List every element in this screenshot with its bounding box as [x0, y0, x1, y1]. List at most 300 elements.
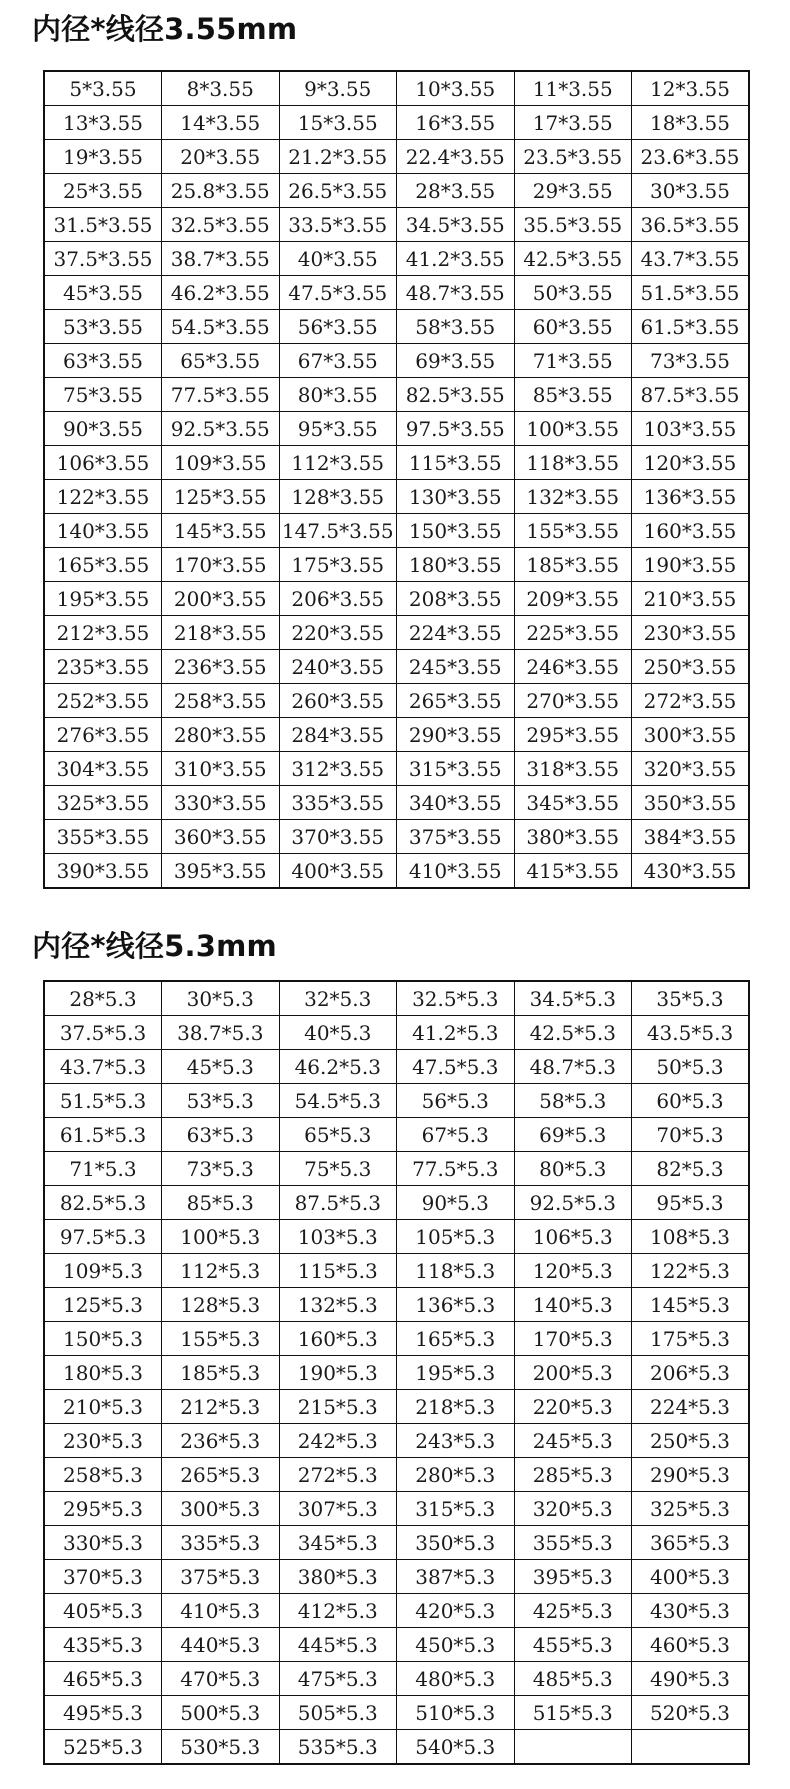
- table-row: [44, 242, 749, 276]
- table-cell: 355*3.55: [44, 820, 162, 854]
- table-cell: 85*5.3: [162, 1186, 280, 1220]
- table-cell: 243*5.3: [397, 1424, 515, 1458]
- table-cell: 220*5.3: [514, 1390, 632, 1424]
- table-cell: 295*5.3: [44, 1492, 162, 1526]
- table-cell: 170*5.3: [514, 1322, 632, 1356]
- table-cell: 480*5.3: [397, 1662, 515, 1696]
- table-cell: 520*5.3: [632, 1696, 750, 1730]
- table-cell: 235*3.55: [44, 650, 162, 684]
- table-cell: 485*5.3: [514, 1662, 632, 1696]
- table-cell: 410*3.55: [397, 854, 515, 889]
- table-cell: 370*5.3: [44, 1560, 162, 1594]
- table-cell: 80*3.55: [279, 378, 397, 412]
- table-cell: 58*3.55: [397, 310, 515, 344]
- table-cell: 175*3.55: [279, 548, 397, 582]
- table-cell: 350*3.55: [632, 786, 750, 820]
- table-cell: 240*3.55: [279, 650, 397, 684]
- table-cell: 230*3.55: [632, 616, 750, 650]
- table-cell: 395*5.3: [514, 1560, 632, 1594]
- table-cell: 320*5.3: [514, 1492, 632, 1526]
- table-cell: 147.5*3.55: [279, 514, 397, 548]
- table-cell: 330*5.3: [44, 1526, 162, 1560]
- table-row: [44, 1560, 749, 1594]
- table-row: [44, 1424, 749, 1458]
- table-cell: 218*5.3: [397, 1390, 515, 1424]
- table-cell: 35.5*3.55: [514, 208, 632, 242]
- table-cell: 43.7*5.3: [44, 1050, 162, 1084]
- table-cell: 32.5*5.3: [397, 981, 515, 1016]
- table-cell: 34.5*3.55: [397, 208, 515, 242]
- table-row: [44, 1730, 749, 1765]
- table-row: [44, 1526, 749, 1560]
- table-cell: 90*5.3: [397, 1186, 515, 1220]
- table-cell: 180*5.3: [44, 1356, 162, 1390]
- table-row: [44, 981, 749, 1016]
- table-cell: 122*5.3: [632, 1254, 750, 1288]
- table-cell: 60*5.3: [632, 1084, 750, 1118]
- table-cell: 23.6*3.55: [632, 140, 750, 174]
- table-cell: 69*5.3: [514, 1118, 632, 1152]
- table-cell: 445*5.3: [279, 1628, 397, 1662]
- table-cell: 38.7*5.3: [162, 1016, 280, 1050]
- table-cell: 265*5.3: [162, 1458, 280, 1492]
- table-cell: 185*5.3: [162, 1356, 280, 1390]
- table-cell: 70*5.3: [632, 1118, 750, 1152]
- table-cell: 26.5*3.55: [279, 174, 397, 208]
- table-cell: 300*3.55: [632, 718, 750, 752]
- table-cell: 15*3.55: [279, 106, 397, 140]
- table-cell: 5*3.55: [44, 71, 162, 106]
- table-cell: 106*3.55: [44, 446, 162, 480]
- table-cell: 122*3.55: [44, 480, 162, 514]
- table-cell: 28*3.55: [397, 174, 515, 208]
- table-cell: 40*3.55: [279, 242, 397, 276]
- size-table-body: [44, 71, 749, 888]
- table-row: [44, 820, 749, 854]
- table-cell: 470*5.3: [162, 1662, 280, 1696]
- table-cell: [514, 1730, 632, 1765]
- table-cell: 252*3.55: [44, 684, 162, 718]
- table-cell: 410*5.3: [162, 1594, 280, 1628]
- table-cell: 46.2*3.55: [162, 276, 280, 310]
- table-row: [44, 1220, 749, 1254]
- table-cell: 370*3.55: [279, 820, 397, 854]
- table-cell: 375*5.3: [162, 1560, 280, 1594]
- table-cell: 450*5.3: [397, 1628, 515, 1662]
- table-row: [44, 106, 749, 140]
- table-cell: 390*3.55: [44, 854, 162, 889]
- table-cell: 525*5.3: [44, 1730, 162, 1765]
- table-cell: 13*3.55: [44, 106, 162, 140]
- table-row: [44, 1492, 749, 1526]
- table-cell: 50*5.3: [632, 1050, 750, 1084]
- table-cell: 210*3.55: [632, 582, 750, 616]
- table-cell: 21.2*3.55: [279, 140, 397, 174]
- table-cell: 190*5.3: [279, 1356, 397, 1390]
- table-cell: 280*3.55: [162, 718, 280, 752]
- size-table-5-3mm: [43, 980, 750, 1765]
- table-cell: 12*3.55: [632, 71, 750, 106]
- table-cell: 535*5.3: [279, 1730, 397, 1765]
- table-cell: 425*5.3: [514, 1594, 632, 1628]
- table-cell: 35*5.3: [632, 981, 750, 1016]
- table-cell: 40*5.3: [279, 1016, 397, 1050]
- table-cell: 276*3.55: [44, 718, 162, 752]
- table-cell: 10*3.55: [397, 71, 515, 106]
- table-cell: 360*3.55: [162, 820, 280, 854]
- table-cell: 435*5.3: [44, 1628, 162, 1662]
- table-cell: 67*5.3: [397, 1118, 515, 1152]
- table-row: [44, 752, 749, 786]
- table-cell: 475*5.3: [279, 1662, 397, 1696]
- table-cell: 405*5.3: [44, 1594, 162, 1628]
- table-cell: 125*3.55: [162, 480, 280, 514]
- table-cell: 80*5.3: [514, 1152, 632, 1186]
- table-cell: 82.5*5.3: [44, 1186, 162, 1220]
- table-cell: 420*5.3: [397, 1594, 515, 1628]
- table-cell: 307*5.3: [279, 1492, 397, 1526]
- table-row: [44, 140, 749, 174]
- table-cell: 170*3.55: [162, 548, 280, 582]
- table-cell: 90*3.55: [44, 412, 162, 446]
- table-cell: 53*3.55: [44, 310, 162, 344]
- table-cell: 380*5.3: [279, 1560, 397, 1594]
- table-cell: 132*3.55: [514, 480, 632, 514]
- table-cell: 60*3.55: [514, 310, 632, 344]
- table-cell: 304*3.55: [44, 752, 162, 786]
- table-cell: 19*3.55: [44, 140, 162, 174]
- table-cell: 530*5.3: [162, 1730, 280, 1765]
- table-row: [44, 310, 749, 344]
- table-cell: 95*3.55: [279, 412, 397, 446]
- table-cell: 150*5.3: [44, 1322, 162, 1356]
- table-row: [44, 1662, 749, 1696]
- table-cell: 63*3.55: [44, 344, 162, 378]
- table-cell: 290*3.55: [397, 718, 515, 752]
- table-cell: 318*3.55: [514, 752, 632, 786]
- table-row: [44, 616, 749, 650]
- table-cell: 140*5.3: [514, 1288, 632, 1322]
- table-cell: 246*3.55: [514, 650, 632, 684]
- table-cell: 312*3.55: [279, 752, 397, 786]
- table-cell: 195*5.3: [397, 1356, 515, 1390]
- table-cell: 320*3.55: [632, 752, 750, 786]
- table-cell: 224*3.55: [397, 616, 515, 650]
- table-cell: 295*3.55: [514, 718, 632, 752]
- table-cell: 460*5.3: [632, 1628, 750, 1662]
- table-cell: 115*3.55: [397, 446, 515, 480]
- table-cell: 315*5.3: [397, 1492, 515, 1526]
- table-cell: 209*3.55: [514, 582, 632, 616]
- table-row: [44, 1322, 749, 1356]
- table-cell: 17*3.55: [514, 106, 632, 140]
- table-cell: 128*3.55: [279, 480, 397, 514]
- table-cell: 380*3.55: [514, 820, 632, 854]
- table-cell: 42.5*3.55: [514, 242, 632, 276]
- table-cell: 260*3.55: [279, 684, 397, 718]
- table-cell: 455*5.3: [514, 1628, 632, 1662]
- table-cell: 112*5.3: [162, 1254, 280, 1288]
- table-cell: 225*3.55: [514, 616, 632, 650]
- table-cell: 43.5*5.3: [632, 1016, 750, 1050]
- table-cell: 8*3.55: [162, 71, 280, 106]
- table-cell: 25*3.55: [44, 174, 162, 208]
- table-row: [44, 1288, 749, 1322]
- table-cell: 103*3.55: [632, 412, 750, 446]
- table-cell: 14*3.55: [162, 106, 280, 140]
- table-row: [44, 174, 749, 208]
- table-cell: 71*5.3: [44, 1152, 162, 1186]
- table-cell: 30*5.3: [162, 981, 280, 1016]
- table-cell: 82.5*3.55: [397, 378, 515, 412]
- table-cell: 180*3.55: [397, 548, 515, 582]
- table-cell: 160*3.55: [632, 514, 750, 548]
- table-cell: 440*5.3: [162, 1628, 280, 1662]
- table-cell: 272*3.55: [632, 684, 750, 718]
- table-cell: 500*5.3: [162, 1696, 280, 1730]
- table-cell: 465*5.3: [44, 1662, 162, 1696]
- table-row: [44, 1084, 749, 1118]
- table-cell: 97.5*5.3: [44, 1220, 162, 1254]
- table-cell: 46.2*5.3: [279, 1050, 397, 1084]
- table-cell: 75*3.55: [44, 378, 162, 412]
- table-cell: 340*3.55: [397, 786, 515, 820]
- table-cell: 51.5*3.55: [632, 276, 750, 310]
- table-cell: 384*3.55: [632, 820, 750, 854]
- table-cell: 132*5.3: [279, 1288, 397, 1322]
- table-row: [44, 1186, 749, 1220]
- table-cell: 206*5.3: [632, 1356, 750, 1390]
- table-cell: 190*3.55: [632, 548, 750, 582]
- table-row: [44, 276, 749, 310]
- table-cell: 100*5.3: [162, 1220, 280, 1254]
- table-cell: 155*3.55: [514, 514, 632, 548]
- table-row: [44, 718, 749, 752]
- table-cell: 87.5*5.3: [279, 1186, 397, 1220]
- table-cell: 82*5.3: [632, 1152, 750, 1186]
- table-row: [44, 208, 749, 242]
- table-row: [44, 1254, 749, 1288]
- table-cell: 65*3.55: [162, 344, 280, 378]
- table-cell: [632, 1730, 750, 1765]
- table-row: [44, 650, 749, 684]
- table-cell: 51.5*5.3: [44, 1084, 162, 1118]
- table-cell: 105*5.3: [397, 1220, 515, 1254]
- table-row: [44, 1696, 749, 1730]
- table-row: [44, 854, 749, 889]
- table-cell: 325*3.55: [44, 786, 162, 820]
- table-cell: 242*5.3: [279, 1424, 397, 1458]
- table-cell: 25.8*3.55: [162, 174, 280, 208]
- table-cell: 33.5*3.55: [279, 208, 397, 242]
- table-cell: 490*5.3: [632, 1662, 750, 1696]
- table-cell: 61.5*3.55: [632, 310, 750, 344]
- table-cell: 130*3.55: [397, 480, 515, 514]
- table-cell: 265*3.55: [397, 684, 515, 718]
- table-cell: 195*3.55: [44, 582, 162, 616]
- size-table-3-55mm: [43, 70, 750, 889]
- table-cell: 175*5.3: [632, 1322, 750, 1356]
- table-cell: 510*5.3: [397, 1696, 515, 1730]
- table-row: [44, 1016, 749, 1050]
- table-cell: 145*5.3: [632, 1288, 750, 1322]
- table-cell: 160*5.3: [279, 1322, 397, 1356]
- table-cell: 85*3.55: [514, 378, 632, 412]
- table-cell: 430*5.3: [632, 1594, 750, 1628]
- table-cell: 31.5*3.55: [44, 208, 162, 242]
- table-row: [44, 1390, 749, 1424]
- table-row: [44, 1458, 749, 1492]
- table-cell: 118*3.55: [514, 446, 632, 480]
- table-cell: 215*5.3: [279, 1390, 397, 1424]
- table-cell: 77.5*3.55: [162, 378, 280, 412]
- table-cell: 53*5.3: [162, 1084, 280, 1118]
- table-row: [44, 378, 749, 412]
- table-cell: 75*5.3: [279, 1152, 397, 1186]
- table-cell: 115*5.3: [279, 1254, 397, 1288]
- table-row: [44, 1152, 749, 1186]
- table-cell: 37.5*3.55: [44, 242, 162, 276]
- table-cell: 270*3.55: [514, 684, 632, 718]
- table-cell: 165*5.3: [397, 1322, 515, 1356]
- table-cell: 30*3.55: [632, 174, 750, 208]
- table-cell: 103*5.3: [279, 1220, 397, 1254]
- table-row: [44, 1118, 749, 1152]
- table-cell: 34.5*5.3: [514, 981, 632, 1016]
- table-cell: 32*5.3: [279, 981, 397, 1016]
- table-cell: 430*3.55: [632, 854, 750, 889]
- table-cell: 218*3.55: [162, 616, 280, 650]
- table-row: [44, 1628, 749, 1662]
- table-cell: 412*5.3: [279, 1594, 397, 1628]
- table-row: [44, 412, 749, 446]
- table-cell: 92.5*5.3: [514, 1186, 632, 1220]
- table-cell: 120*5.3: [514, 1254, 632, 1288]
- table-cell: 335*5.3: [162, 1526, 280, 1560]
- table-cell: 38.7*3.55: [162, 242, 280, 276]
- table-cell: 395*3.55: [162, 854, 280, 889]
- table-row: [44, 1050, 749, 1084]
- table-cell: 65*5.3: [279, 1118, 397, 1152]
- section-title-3-55mm: 内径*线径3.55mm: [32, 12, 298, 46]
- table-cell: 11*3.55: [514, 71, 632, 106]
- table-cell: 300*5.3: [162, 1492, 280, 1526]
- table-cell: 112*3.55: [279, 446, 397, 480]
- table-cell: 28*5.3: [44, 981, 162, 1016]
- table-cell: 540*5.3: [397, 1730, 515, 1765]
- table-cell: 37.5*5.3: [44, 1016, 162, 1050]
- table-cell: 145*3.55: [162, 514, 280, 548]
- table-cell: 136*5.3: [397, 1288, 515, 1322]
- table-cell: 155*5.3: [162, 1322, 280, 1356]
- table-cell: 325*5.3: [632, 1492, 750, 1526]
- table-cell: 495*5.3: [44, 1696, 162, 1730]
- table-cell: 224*5.3: [632, 1390, 750, 1424]
- table-cell: 258*5.3: [44, 1458, 162, 1492]
- table-cell: 128*5.3: [162, 1288, 280, 1322]
- table-cell: 355*5.3: [514, 1526, 632, 1560]
- table-cell: 73*3.55: [632, 344, 750, 378]
- table-row: [44, 582, 749, 616]
- table-cell: 106*5.3: [514, 1220, 632, 1254]
- table-cell: 48.7*3.55: [397, 276, 515, 310]
- table-cell: 23.5*3.55: [514, 140, 632, 174]
- table-cell: 69*3.55: [397, 344, 515, 378]
- table-row: [44, 514, 749, 548]
- table-cell: 387*5.3: [397, 1560, 515, 1594]
- table-cell: 29*3.55: [514, 174, 632, 208]
- table-cell: 165*3.55: [44, 548, 162, 582]
- table-cell: 505*5.3: [279, 1696, 397, 1730]
- table-cell: 212*3.55: [44, 616, 162, 650]
- table-cell: 185*3.55: [514, 548, 632, 582]
- table-cell: 415*3.55: [514, 854, 632, 889]
- table-cell: 285*5.3: [514, 1458, 632, 1492]
- table-cell: 56*3.55: [279, 310, 397, 344]
- table-cell: 20*3.55: [162, 140, 280, 174]
- table-cell: 41.2*3.55: [397, 242, 515, 276]
- table-cell: 45*5.3: [162, 1050, 280, 1084]
- table-cell: 54.5*5.3: [279, 1084, 397, 1118]
- table-cell: 18*3.55: [632, 106, 750, 140]
- table-row: [44, 480, 749, 514]
- table-cell: 120*3.55: [632, 446, 750, 480]
- table-cell: 290*5.3: [632, 1458, 750, 1492]
- table-cell: 45*3.55: [44, 276, 162, 310]
- table-cell: 47.5*5.3: [397, 1050, 515, 1084]
- section-title-5-3mm: 内径*线径5.3mm: [32, 929, 277, 963]
- table-cell: 140*3.55: [44, 514, 162, 548]
- table-cell: 136*3.55: [632, 480, 750, 514]
- table-cell: 350*5.3: [397, 1526, 515, 1560]
- table-cell: 250*3.55: [632, 650, 750, 684]
- table-cell: 315*3.55: [397, 752, 515, 786]
- table-cell: 41.2*5.3: [397, 1016, 515, 1050]
- table-row: [44, 1594, 749, 1628]
- table-cell: 335*3.55: [279, 786, 397, 820]
- table-cell: 109*5.3: [44, 1254, 162, 1288]
- table-cell: 58*5.3: [514, 1084, 632, 1118]
- size-table-body: [44, 981, 749, 1764]
- table-cell: 345*5.3: [279, 1526, 397, 1560]
- table-cell: 36.5*3.55: [632, 208, 750, 242]
- table-cell: 77.5*5.3: [397, 1152, 515, 1186]
- table-cell: 212*5.3: [162, 1390, 280, 1424]
- table-cell: 345*3.55: [514, 786, 632, 820]
- table-cell: 272*5.3: [279, 1458, 397, 1492]
- table-cell: 365*5.3: [632, 1526, 750, 1560]
- table-row: [44, 1356, 749, 1390]
- table-cell: 87.5*3.55: [632, 378, 750, 412]
- table-cell: 310*3.55: [162, 752, 280, 786]
- table-cell: 245*3.55: [397, 650, 515, 684]
- table-cell: 210*5.3: [44, 1390, 162, 1424]
- table-cell: 61.5*5.3: [44, 1118, 162, 1152]
- table-cell: 71*3.55: [514, 344, 632, 378]
- table-row: [44, 786, 749, 820]
- table-cell: 375*3.55: [397, 820, 515, 854]
- table-row: [44, 684, 749, 718]
- table-cell: 125*5.3: [44, 1288, 162, 1322]
- table-cell: 400*3.55: [279, 854, 397, 889]
- table-cell: 284*3.55: [279, 718, 397, 752]
- table-cell: 330*3.55: [162, 786, 280, 820]
- table-cell: 400*5.3: [632, 1560, 750, 1594]
- table-cell: 150*3.55: [397, 514, 515, 548]
- table-cell: 97.5*3.55: [397, 412, 515, 446]
- table-cell: 22.4*3.55: [397, 140, 515, 174]
- table-cell: 42.5*5.3: [514, 1016, 632, 1050]
